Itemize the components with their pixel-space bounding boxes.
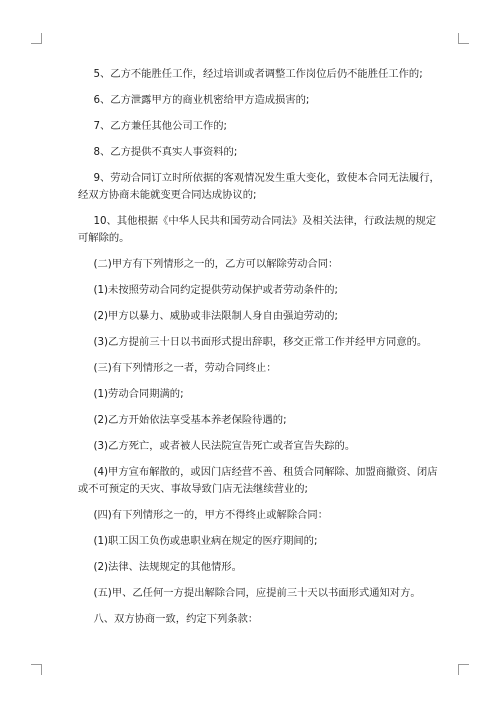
- paragraph-section-3-item-1: (1)劳动合同期满的;: [93, 388, 184, 400]
- crop-mark-top-left: [31, 33, 42, 44]
- paragraph-clause-5: 5、乙方不能胜任工作，经过培训或者调整工作岗位后仍不能胜任工作的;: [93, 68, 423, 80]
- paragraph-clause-8: 8、乙方提供不真实人事资料的;: [93, 146, 238, 158]
- paragraph-article-8-heading: 八、双方协商一致，约定下列条款：: [93, 613, 259, 625]
- paragraph-section-2-heading: (二)甲方有下列情形之一的，乙方可以解除劳动合同：: [93, 258, 339, 270]
- paragraph-section-2-item-1: (1)未按照劳动合同约定提供劳动保护或者劳动条件的;: [93, 284, 339, 296]
- paragraph-section-4-item-1: (1)职工因工负伤或患职业病在规定的医疗期间的;: [93, 535, 318, 547]
- paragraph-section-2-item-2: (2)甲方以暴力、威胁或非法限制人身自由强迫劳动的;: [93, 310, 339, 322]
- paragraph-section-3-item-4: (4)甲方宣布解散的，或因门店经营不善、租赁合同解除、加盟商撤资、闭店或不可预定的天灾、事故导致门店无法继续营业的;: [78, 466, 438, 495]
- paragraph-section-4-item-2: (2)法律、法规规定的其他情形。: [93, 561, 242, 573]
- paragraph-section-3-heading: (三)有下列情形之一者，劳动合同终止：: [93, 362, 277, 374]
- paragraph-section-3-item-2: (2)乙方开始依法享受基本养老保险待遇的;: [93, 414, 287, 426]
- paragraph-section-2-item-3: (3)乙方提前三十日以书面形式提出辞职，移交正常工作并经甲方同意的。: [93, 336, 428, 348]
- paragraph-clause-9: 9、劳动合同订立时所依据的客观情况发生重大变化，致使本合同无法履行，经双方协商未能就变更合同达成协议的;: [78, 172, 440, 201]
- paragraph-clause-6: 6、乙方泄露甲方的商业机密给甲方造成损害的;: [93, 94, 310, 106]
- crop-mark-top-right: [458, 33, 469, 44]
- paragraph-section-5: (五)甲、乙任何一方提出解除合同，应提前三十天以书面形式通知对方。: [93, 587, 421, 599]
- paragraph-section-3-item-3: (3)乙方死亡，或者被人民法院宣告死亡或者宣告失踪的。: [93, 440, 356, 452]
- crop-mark-bottom-left: [31, 664, 42, 675]
- paragraph-clause-10: 10、其他根据《中华人民共和国劳动合同法》及相关法律，行政法规的规定可解除的。: [78, 215, 437, 244]
- paragraph-clause-7: 7、乙方兼任其他公司工作的;: [93, 120, 228, 132]
- paragraph-section-4-heading: (四)有下列情形之一的，甲方不得终止或解除合同：: [93, 509, 329, 521]
- document-body: [78, 66, 440, 637]
- crop-mark-bottom-right: [458, 664, 469, 675]
